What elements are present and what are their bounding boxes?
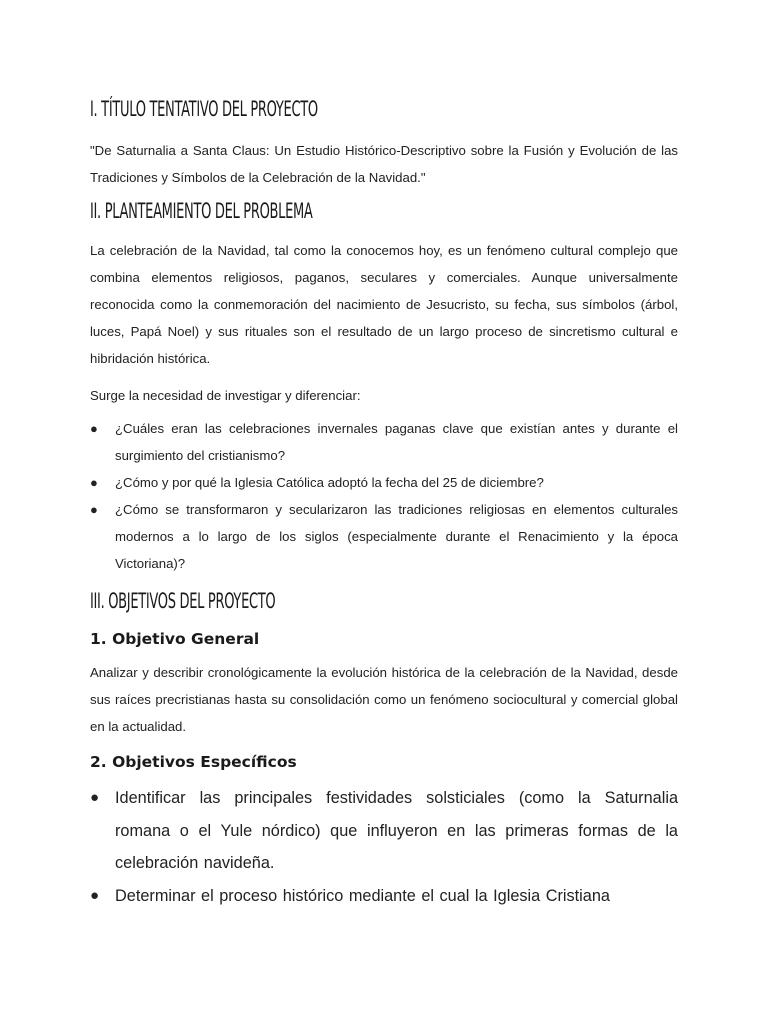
problem-intro: Surge la necesidad de investigar y diferenciar: [90, 388, 361, 403]
specific-objectives-title: 2. Objetivos Específicos [90, 753, 297, 771]
section-heading-objetivos: III. OBJETIVOS DEL PROYECTO [90, 589, 276, 613]
question-list [90, 415, 678, 577]
list-item-text: Identificar las principales festividades solsticiales (como la Saturnalia romana o el Yule nórdico) que influyeron en las primeras formas de la celebración navideña. [115, 789, 678, 872]
list-item [90, 415, 678, 469]
section-heading-problema: II. PLANTEAMIENTO DEL PROBLEMA [90, 199, 313, 223]
list-item-text: Determinar el proceso histórico mediante el cual la Iglesia Cristiana [115, 886, 610, 905]
project-title-text: "De Saturnalia a Santa Claus: Un Estudio Histórico-Descriptivo sobre la Fusión y Evolución de las Tradiciones y Símbolos de la Celebración de la Navidad." [90, 143, 678, 185]
bullet-icon: ● [90, 502, 98, 517]
section-heading-titulo: I. TÍTULO TENTATIVO DEL PROYECTO [90, 97, 318, 121]
list-item-text: ¿Cuáles eran las celebraciones invernales paganas clave que existían antes y durante el surgimiento del cristianismo? [115, 421, 678, 463]
bullet-icon: ● [90, 421, 98, 436]
problem-paragraph: La celebración de la Navidad, tal como la conocemos hoy, es un fenómeno cultural complejo que combina elementos religiosos, paganos, seculares y comerciales. Aunque universalmente reconocida como la conmemoración del nacimiento de Jesucristo, su fecha, sus símbolos (árbol, luces, Papá Noel) y sus rituales son el resultado de un largo proceso de sincretismo cultural e hibridación histórica. [90, 243, 678, 366]
list-item [90, 782, 678, 880]
list-item [90, 496, 678, 577]
bullet-icon: ● [90, 475, 98, 490]
list-item-text: ¿Cómo se transformaron y secularizaron las tradiciones religiosas en elementos culturales modernos a lo largo de los siglos (especialmente durante el Renacimiento y la época Victoriana)? [115, 502, 678, 571]
list-item-text: ¿Cómo y por qué la Iglesia Católica adoptó la fecha del 25 de diciembre? [115, 475, 544, 490]
list-item [90, 469, 678, 496]
list-item [90, 880, 678, 913]
bullet-icon: ● [90, 886, 100, 904]
specific-objectives-list [90, 782, 678, 912]
general-objective-title: 1. Objetivo General [90, 630, 260, 648]
bullet-icon: ● [90, 789, 100, 806]
general-objective-text: Analizar y describir cronológicamente la evolución histórica de la celebración de la Navidad, desde sus raíces precristianas hasta su consolidación como un fenómeno sociocultural y comercial global en la actualidad. [90, 665, 678, 734]
